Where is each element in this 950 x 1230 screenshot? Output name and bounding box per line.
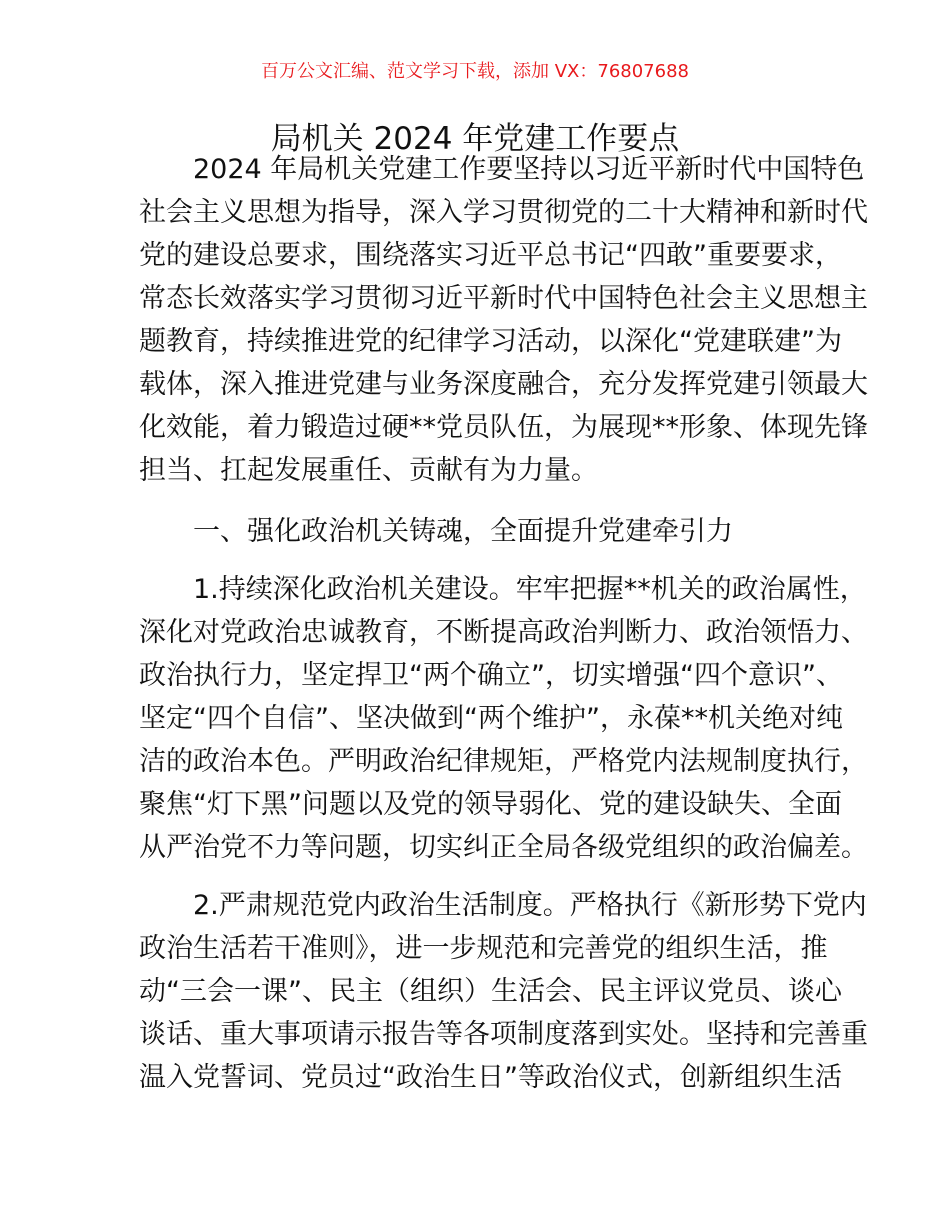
item-1-paragraph <box>139 568 868 869</box>
text-line: 常态长效落实学习贯彻习近平新时代中国特色社会主义思想主 <box>139 283 868 314</box>
text-line: 1.持续深化政治机关建设。牢牢把握**机关的政治属性， <box>193 574 867 605</box>
text-line: 一、强化政治机关铸魂，全面提升党建牵引力 <box>193 516 733 547</box>
text-line: 从严治党不力等问题，切实纠正全局各级党组织的政治偏差。 <box>139 832 868 863</box>
text-line: 2024 年局机关党建工作要坚持以习近平新时代中国特色 <box>193 154 865 185</box>
text-line: 政治生活若干准则》，进一步规范和完善党的组织生活，推 <box>139 933 828 964</box>
text-line: 题教育，持续推进党的纪律学习活动，以深化“党建联建”为 <box>139 326 842 357</box>
document-title: 局机关 2024 年党建工作要点 <box>270 121 680 157</box>
item-2-paragraph <box>139 884 868 1099</box>
text-line: 政治执行力，坚定捍卫“两个确立”，切实增强“四个意识”、 <box>139 660 843 691</box>
document-body <box>139 148 868 1114</box>
text-line: 党的建设总要求，围绕落实习近平总书记“四敢”重要要求， <box>139 240 842 271</box>
section-heading <box>139 510 811 553</box>
text-line: 温入党誓词、党员过“政治生日”等政治仪式，创新组织生活 <box>139 1062 842 1093</box>
text-line: 动“三会一课”、民主（组织）生活会、民主评议党员、谈心 <box>139 976 842 1007</box>
text-line: 聚焦“灯下黑”问题以及党的领导弱化、党的建设缺失、全面 <box>139 789 842 820</box>
intro-paragraph <box>139 148 868 492</box>
watermark-banner: 百万公文汇编、范文学习下载，添加 VX：76807688 <box>261 61 689 82</box>
text-line: 深化对党政治忠诚教育，不断提高政治判断力、政治领悟力、 <box>139 617 868 648</box>
text-line: 化效能，着力锻造过硬**党员队伍，为展现**形象、体现先锋 <box>139 412 868 443</box>
text-line: 载体，深入推进党建与业务深度融合，充分发挥党建引领最大 <box>139 369 868 400</box>
text-line: 洁的政治本色。严明政治纪律规矩，严格党内法规制度执行， <box>139 746 868 777</box>
text-line: 担当、扛起发展重任、贡献有为力量。 <box>139 455 598 486</box>
text-line: 坚定“四个自信”、坚决做到“两个维护”，永葆**机关绝对纯 <box>139 703 843 734</box>
text-line: 2.严肃规范党内政治生活制度。严格执行《新形势下党内 <box>193 890 867 921</box>
text-line: 社会主义思想为指导，深入学习贯彻党的二十大精神和新时代 <box>139 197 868 228</box>
text-line: 谈话、重大事项请示报告等各项制度落到实处。坚持和完善重 <box>139 1019 868 1050</box>
